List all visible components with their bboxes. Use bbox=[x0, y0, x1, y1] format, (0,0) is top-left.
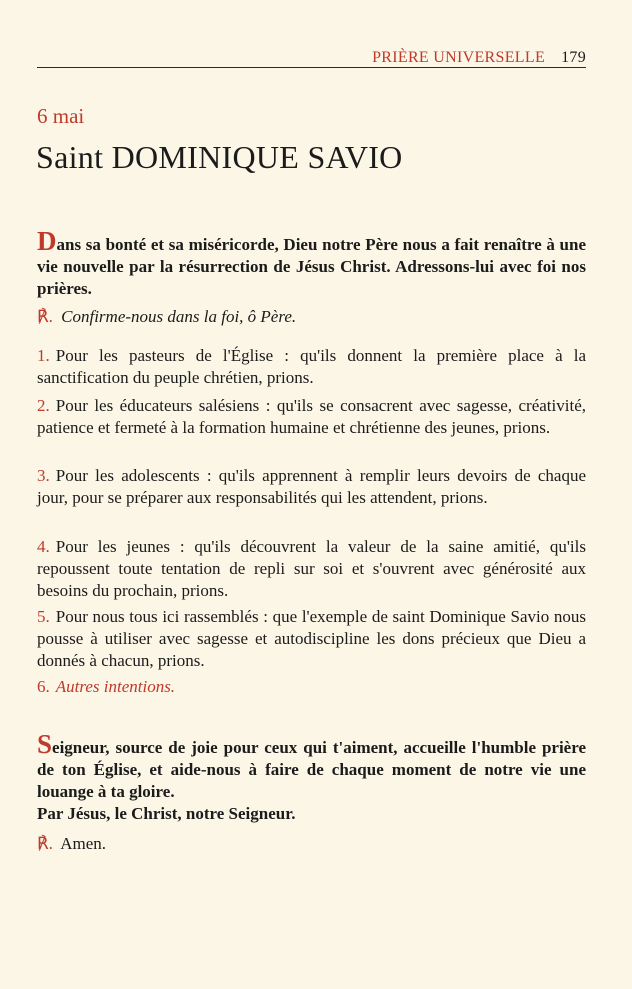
closing-prayer bbox=[37, 729, 586, 825]
intention-text: Pour les adolescents : qu'ils apprennent à remplir leurs devoirs de chaque jour, pour se préparer aux responsabilités qui les attendent, prions. bbox=[37, 466, 586, 507]
intention-2 bbox=[37, 395, 586, 439]
intention-text: Pour les jeunes : qu'ils découvrent la valeur de la saine amitié, qu'ils repoussent toute tentation de repli sur soi et s'ouvrent avec générosité aux besoins du prochain, prions. bbox=[37, 537, 586, 600]
intention-text: Pour les pasteurs de l'Église : qu'ils donnent la première place à la sanctification du peuple chrétien, prions. bbox=[37, 346, 586, 387]
response-line bbox=[37, 306, 586, 328]
intention-number: 2. bbox=[37, 396, 50, 415]
intention-number: 3. bbox=[37, 466, 50, 485]
saint-title: Saint DOMINIQUE SAVIO bbox=[36, 139, 403, 175]
header-rule bbox=[37, 67, 586, 68]
intention-text: Pour les éducateurs salésiens : qu'ils se consacrent avec sagesse, créativité, patience et fermeté à la formation humaine et chrétienne des jeunes, prions. bbox=[37, 396, 586, 437]
intention-1 bbox=[37, 345, 586, 389]
intention-text: Pour nous tous ici rassemblés : que l'exemple de saint Dominique Savio nous pousse à utiliser avec sagesse et autodiscipline les dons précieux que Dieu a donnés à chacun, prions. bbox=[37, 607, 586, 670]
intention-5 bbox=[37, 606, 586, 672]
other-intentions-text: Autres intentions. bbox=[55, 677, 176, 696]
amen-line bbox=[37, 833, 586, 855]
intro-text: ans sa bonté et sa miséricorde, Dieu notre Père nous a fait renaître à une vie nouvelle par la résurrection de Jésus Christ. Adressons-lui avec foi nos prières. bbox=[37, 235, 586, 298]
response-symbol: ℟. bbox=[37, 834, 53, 853]
intro-paragraph bbox=[37, 226, 586, 300]
intention-number: 6. bbox=[37, 677, 50, 696]
amen-text: Amen. bbox=[60, 834, 106, 853]
closing-dropcap: S bbox=[37, 729, 53, 759]
intention-4 bbox=[37, 536, 586, 602]
response-symbol: ℟. bbox=[37, 307, 53, 326]
intention-number: 4. bbox=[37, 537, 50, 556]
intention-number: 1. bbox=[37, 346, 50, 365]
page-number: 179 bbox=[561, 49, 586, 66]
running-title: PRIÈRE UNIVERSELLE bbox=[372, 49, 546, 66]
intention-6 bbox=[37, 676, 586, 698]
closing-text: eigneur, source de joie pour ceux qui t'aiment, accueille l'humble prière de ton Église, et aide-nous à faire de chaque moment de notre vie une louange à ta gloire. bbox=[37, 738, 586, 801]
closing-conclusion: Par Jésus, le Christ, notre Seigneur. bbox=[37, 804, 296, 823]
intro-dropcap: D bbox=[37, 226, 57, 256]
running-head bbox=[372, 49, 586, 67]
feast-date: 6 mai bbox=[37, 104, 85, 128]
intention-number: 5. bbox=[37, 607, 50, 626]
response-text: Confirme-nous dans la foi, ô Père. bbox=[61, 307, 297, 326]
intention-3 bbox=[37, 465, 586, 509]
